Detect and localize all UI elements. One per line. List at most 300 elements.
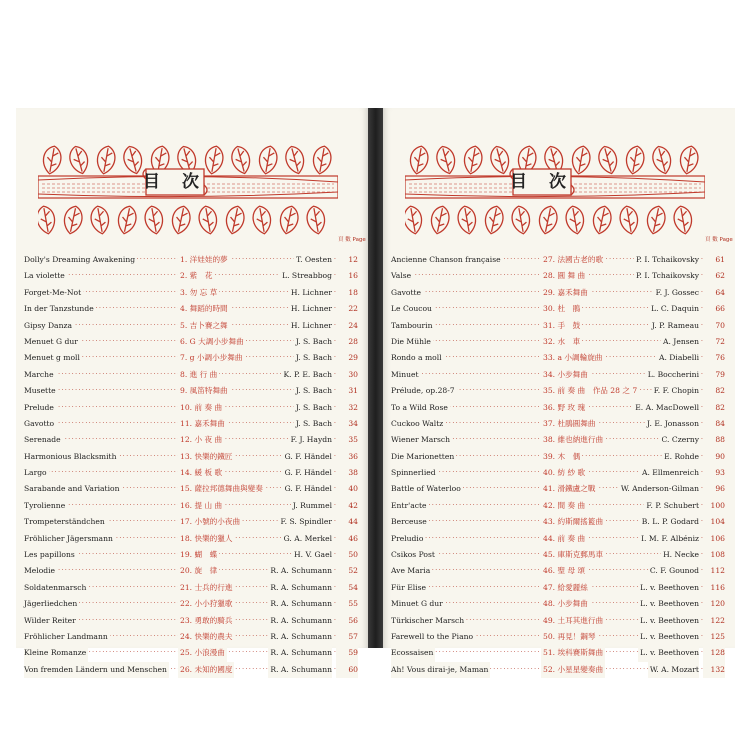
entry-page-number: 29 — [336, 350, 358, 366]
toc-entry — [24, 498, 358, 514]
entry-composer: A. Jensen — [661, 334, 699, 350]
toc-entry — [24, 383, 358, 399]
entry-composer: H. Necke — [661, 547, 699, 563]
entry-chinese-title: 31. 手 鼓 — [541, 318, 582, 334]
toc-entry — [24, 662, 358, 678]
entry-composer: L. Boccherini — [646, 367, 699, 383]
toc-entry — [391, 383, 725, 399]
leaf-icon — [510, 205, 532, 236]
left-page — [16, 108, 368, 674]
entry-page-number: 60 — [336, 662, 358, 678]
entry-english-title: Ave Maria — [391, 563, 432, 579]
leaf-icon — [89, 205, 111, 236]
entry-composer: A. Diabelli — [657, 350, 699, 366]
entry-page-number: 12 — [336, 252, 358, 268]
entry-chinese-title: 2. 紫 花 — [178, 268, 214, 284]
entry-chinese-title: 49. 土耳其進行曲 — [541, 613, 605, 629]
entry-composer: H. Lichner — [289, 285, 332, 301]
entry-page-number: 112 — [703, 563, 725, 579]
leaf-icon — [278, 205, 301, 236]
toc-title: 目 次 — [510, 172, 574, 192]
entry-composer: J. S. Bach — [294, 416, 332, 432]
entry-composer: L. v. Beethoven — [638, 645, 699, 661]
entry-chinese-title: 35. 前 奏 曲 作品 28 之 7 — [541, 383, 639, 399]
entry-page-number: 108 — [703, 547, 725, 563]
entry-page-number: 22 — [336, 301, 358, 317]
entry-page-number: 52 — [336, 563, 358, 579]
entry-page-number: 76 — [703, 350, 725, 366]
entry-chinese-title: 25. 小浪漫曲 — [178, 645, 227, 661]
entry-page-number: 66 — [703, 301, 725, 317]
entry-chinese-title: 36. 野 玫 瑰 — [541, 400, 587, 416]
entry-page-number: 55 — [336, 596, 358, 612]
entry-composer: E. Rohde — [662, 449, 699, 465]
entry-chinese-title: 48. 小步舞曲 — [541, 596, 590, 612]
toc-entry — [391, 465, 725, 481]
leaf-icon — [429, 205, 452, 236]
entry-english-title: La violette — [24, 268, 67, 284]
toc-list — [391, 252, 725, 678]
entry-composer: F. F. Chopin — [652, 383, 699, 399]
leaf-icon — [283, 144, 307, 176]
entry-chinese-title: 15. 薩拉邦德舞曲與變奏 — [178, 481, 265, 497]
entry-chinese-title: 44. 前 奏 曲 — [541, 531, 587, 547]
entry-page-number: 64 — [703, 285, 725, 301]
entry-composer: R. A. Schumann — [268, 580, 332, 596]
toc-entry — [391, 350, 725, 366]
toc-entry — [391, 547, 725, 563]
entry-chinese-title: 27. 法國古老的歌 — [541, 252, 605, 268]
entry-page-number: 106 — [703, 531, 725, 547]
entry-page-number: 82 — [703, 400, 725, 416]
toc-entry — [24, 563, 358, 579]
leaf-icon — [67, 144, 91, 176]
toc-entry — [24, 350, 358, 366]
entry-chinese-title: 38. 維也納進行曲 — [541, 432, 605, 448]
toc-entry — [391, 531, 725, 547]
entry-composer: P. I. Tchaikovsky — [634, 252, 699, 268]
entry-composer: H. Lichner — [289, 301, 332, 317]
entry-chinese-title: 50. 再見！鋼琴 — [541, 629, 597, 645]
leaf-icon — [62, 205, 85, 236]
leaf-icon — [170, 205, 193, 236]
entry-composer: W. Anderson-Gilman — [619, 481, 699, 497]
entry-english-title: Ah! Vous dirai-je, Maman — [391, 662, 490, 678]
entry-page-number: 44 — [336, 514, 358, 530]
entry-page-number: 128 — [703, 645, 725, 661]
toc-entry — [24, 613, 358, 629]
toc-entry — [24, 268, 358, 284]
entry-page-number: 24 — [336, 318, 358, 334]
entry-composer: K. P. E. Bach — [281, 367, 332, 383]
toc-entry — [391, 613, 725, 629]
entry-chinese-title: 47. 給愛麗絲 — [541, 580, 590, 596]
entry-english-title: Für Elise — [391, 580, 428, 596]
entry-composer: L. Streabbog — [280, 268, 332, 284]
entry-english-title: Soldatenmarsch — [24, 580, 88, 596]
toc-entry — [24, 531, 358, 547]
leaf-icon — [645, 205, 668, 236]
page-column-header — [338, 237, 366, 244]
page-header-label: 頁 數 Page — [338, 237, 366, 243]
entry-chinese-title: 9. 風笛特舞曲 — [178, 383, 230, 399]
toc-entry — [391, 252, 725, 268]
entry-chinese-title: 42. 間 奏 曲 — [541, 498, 587, 514]
entry-chinese-title: 23. 勇敢的騎兵 — [178, 613, 234, 629]
entry-english-title: Gavotte — [391, 285, 423, 301]
toc-entry — [24, 645, 358, 661]
leaf-icon — [143, 205, 165, 236]
entry-chinese-title: 39. 木 偶 — [541, 449, 582, 465]
entry-english-title: Le Coucou — [391, 301, 434, 317]
leaf-icon — [672, 205, 694, 236]
book-gutter — [368, 108, 383, 648]
entry-english-title: Türkischer Marsch — [391, 613, 466, 629]
entry-english-title: Harmonious Blacksmith — [24, 449, 119, 465]
entry-english-title: Battle of Waterloo — [391, 481, 463, 497]
entry-chinese-title: 13. 快樂的鐵匠 — [178, 449, 234, 465]
entry-english-title: Sarabande and Variation — [24, 481, 121, 497]
leaf-icon — [251, 205, 273, 236]
entry-composer: L. v. Beethoven — [638, 613, 699, 629]
leaf-icon — [229, 144, 253, 176]
leaf-icon — [405, 205, 424, 236]
toc-entry — [391, 334, 725, 350]
entry-page-number: 38 — [336, 465, 358, 481]
toc-entry — [391, 481, 725, 497]
toc-list — [24, 252, 358, 678]
entry-chinese-title: 43. 約斯爾搖籃曲 — [541, 514, 605, 530]
entry-english-title: Trompeterständchen — [24, 514, 107, 530]
entry-english-title: Serenade — [24, 432, 63, 448]
leaf-icon — [408, 145, 430, 176]
entry-page-number: 36 — [336, 449, 358, 465]
entry-english-title: Preludio — [391, 531, 425, 547]
entry-page-number: 32 — [336, 400, 358, 416]
leaf-icon — [624, 145, 646, 176]
entry-page-number: 122 — [703, 613, 725, 629]
entry-composer: L. v. Beethoven — [638, 629, 699, 645]
leaf-icon — [456, 205, 478, 236]
toc-entry — [391, 400, 725, 416]
entry-composer: A. Ellmenreich — [640, 465, 699, 481]
entry-composer: H. V. Gael — [292, 547, 332, 563]
entry-english-title: Melodie — [24, 563, 57, 579]
entry-chinese-title: 41. 滑鐵盧之戰 — [541, 481, 597, 497]
entry-composer: G. A. Merkel — [282, 531, 332, 547]
entry-chinese-title: 19. 蝴 蝶 — [178, 547, 219, 563]
leaf-icon — [564, 205, 586, 236]
entry-composer: R. A. Schumann — [268, 596, 332, 612]
entry-english-title: Entr'acte — [391, 498, 429, 514]
toc-entry — [391, 498, 725, 514]
entry-composer: F. J. Haydn — [289, 432, 332, 448]
entry-english-title: Prélude, op.28-7 — [391, 383, 457, 399]
entry-composer: R. A. Schumann — [268, 629, 332, 645]
leaf-icon — [224, 205, 247, 236]
entry-chinese-title: 40. 紡 紗 歌 — [541, 465, 587, 481]
toc-entry — [391, 563, 725, 579]
entry-page-number: 88 — [703, 432, 725, 448]
toc-title-scroll — [140, 166, 210, 198]
entry-composer: E. A. MacDowell — [633, 400, 699, 416]
entry-english-title: Fröhlicher Landmann — [24, 629, 110, 645]
leaf-icon — [116, 205, 139, 236]
entry-english-title: Prelude — [24, 400, 56, 416]
toc-entry — [391, 645, 725, 661]
entry-page-number: 30 — [336, 367, 358, 383]
entry-english-title: Les papillons — [24, 547, 77, 563]
entry-english-title: Jägerliedchen — [24, 596, 79, 612]
entry-chinese-title: 30. 杜 鵑 — [541, 301, 582, 317]
toc-entry — [391, 318, 725, 334]
entry-composer: R. A. Schumann — [268, 645, 332, 661]
entry-composer: J. P. Rameau — [650, 318, 699, 334]
entry-english-title: Wilder Reiter — [24, 613, 78, 629]
entry-english-title: Marche — [24, 367, 56, 383]
leaf-icon — [41, 145, 63, 176]
entry-english-title: Minuet — [391, 367, 421, 383]
entry-composer: F. J. Gossec — [654, 285, 699, 301]
entry-chinese-title: 5. 吉卜賽之舞 — [178, 318, 230, 334]
toc-entry — [391, 662, 725, 678]
entry-page-number: 79 — [703, 367, 725, 383]
toc-entry — [24, 449, 358, 465]
entry-chinese-title: 28. 圓 舞 曲 — [541, 268, 587, 284]
entry-composer: L. v. Beethoven — [638, 596, 699, 612]
entry-english-title: Spinnerlied — [391, 465, 438, 481]
entry-chinese-title: 7. g 小調小步舞曲 — [178, 350, 245, 366]
toc-entry — [391, 432, 725, 448]
entry-composer: J. Rummel — [291, 498, 332, 514]
entry-composer: P. I. Tchaikovsky — [634, 268, 699, 284]
entry-page-number: 34 — [336, 416, 358, 432]
toc-entry — [391, 285, 725, 301]
leaf-icon — [591, 205, 614, 236]
toc-entry — [24, 547, 358, 563]
entry-composer: W. A. Mozart — [648, 662, 699, 678]
entry-english-title: Valse — [391, 268, 413, 284]
entry-chinese-title: 16. 提 山 曲 — [178, 498, 224, 514]
entry-page-number: 82 — [703, 383, 725, 399]
toc-entry — [391, 580, 725, 596]
entry-page-number: 42 — [336, 498, 358, 514]
entry-page-number: 18 — [336, 285, 358, 301]
entry-composer: G. F. Händel — [283, 449, 332, 465]
entry-composer: I. M. F. Albéniz — [639, 531, 699, 547]
entry-page-number: 61 — [703, 252, 725, 268]
entry-chinese-title: 14. 緩 板 歌 — [178, 465, 224, 481]
entry-chinese-title: 26. 未知的國度 — [178, 662, 234, 678]
entry-english-title: Kleine Romanze — [24, 645, 88, 661]
page-column-header — [705, 237, 733, 244]
entry-page-number: 62 — [703, 268, 725, 284]
entry-page-number: 93 — [703, 465, 725, 481]
entry-english-title: Musette — [24, 383, 58, 399]
entry-page-number: 59 — [336, 645, 358, 661]
toc-entry — [391, 367, 725, 383]
entry-composer: G. F. Händel — [283, 481, 332, 497]
toc-entry — [24, 432, 358, 448]
entry-composer: B. L. P. Godard — [640, 514, 699, 530]
entry-chinese-title: 18. 快樂的獵人 — [178, 531, 234, 547]
entry-chinese-title: 22. 小小狩獵歌 — [178, 596, 234, 612]
toc-entry — [391, 268, 725, 284]
leaf-icon — [311, 145, 333, 176]
leaf-icon — [537, 205, 560, 236]
entry-page-number: 120 — [703, 596, 725, 612]
entry-english-title: To a Wild Rose — [391, 400, 450, 416]
entry-composer: G. F. Händel — [283, 465, 332, 481]
entry-english-title: Von fremden Ländern und Menschen — [24, 662, 169, 678]
entry-english-title: Gavotto — [24, 416, 56, 432]
toc-entry — [24, 400, 358, 416]
entry-composer: J. S. Bach — [294, 400, 332, 416]
entry-composer: R. A. Schumann — [268, 613, 332, 629]
toc-entry — [24, 596, 358, 612]
entry-page-number: 90 — [703, 449, 725, 465]
entry-composer: J. S. Bach — [294, 383, 332, 399]
entry-english-title: Minuet G dur — [391, 596, 445, 612]
entry-composer: J. S. Bach — [294, 350, 332, 366]
entry-english-title: Rondo a moll — [391, 350, 444, 366]
entry-chinese-title: 51. 埃科賽斯舞曲 — [541, 645, 605, 661]
entry-chinese-title: 33. a 小調輪旋曲 — [541, 350, 604, 366]
entry-page-number: 54 — [336, 580, 358, 596]
entry-page-number: 100 — [703, 498, 725, 514]
entry-english-title: Farewell to the Piano — [391, 629, 475, 645]
toc-entry — [391, 629, 725, 645]
leaf-icon — [618, 205, 640, 236]
entry-page-number: 57 — [336, 629, 358, 645]
toc-entry — [24, 367, 358, 383]
entry-english-title: Die Mühle — [391, 334, 433, 350]
entry-page-number: 56 — [336, 613, 358, 629]
entry-chinese-title: 1. 洋娃娃的夢 — [178, 252, 230, 268]
entry-page-number: 35 — [336, 432, 358, 448]
leaf-icon — [257, 145, 279, 176]
toc-entry — [24, 252, 358, 268]
entry-english-title: Die Marionetten — [391, 449, 456, 465]
toc-entry — [24, 580, 358, 596]
entry-composer: C. F. Gounod — [648, 563, 699, 579]
entry-chinese-title: 34. 小步舞曲 — [541, 367, 590, 383]
entry-english-title: Fröhlicher Jägersmann — [24, 531, 115, 547]
toc-entry — [24, 514, 358, 530]
entry-chinese-title: 29. 嘉禾舞曲 — [541, 285, 590, 301]
entry-english-title: Tambourin — [391, 318, 434, 334]
entry-english-title: In der Tanzstunde — [24, 301, 96, 317]
leaf-icon — [434, 144, 458, 176]
entry-english-title: Cuckoo Waltz — [391, 416, 445, 432]
entry-chinese-title: 4. 舞蹈的時間 — [178, 301, 230, 317]
toc-entry — [391, 416, 725, 432]
entry-chinese-title: 52. 小星星變奏曲 — [541, 662, 605, 678]
toc-entry — [24, 334, 358, 350]
entry-chinese-title: 12. 小 夜 曲 — [178, 432, 224, 448]
entry-composer: F. S. Spindler — [279, 514, 332, 530]
leaf-icon — [38, 205, 57, 236]
entry-composer: L. C. Daquin — [649, 301, 699, 317]
entry-english-title: Forget-Me-Not — [24, 285, 83, 301]
entry-chinese-title: 32. 水 車 — [541, 334, 582, 350]
entry-chinese-title: 6. G 大調小步舞曲 — [178, 334, 246, 350]
leaf-icon — [95, 145, 117, 176]
entry-chinese-title: 45. 庫斯克郵馬車 — [541, 547, 605, 563]
entry-chinese-title: 37. 杜鵑圓舞曲 — [541, 416, 597, 432]
entry-english-title: Menuet G dur — [24, 334, 80, 350]
leaf-icon — [596, 144, 620, 176]
page-header-label: 頁 數 Page — [705, 237, 733, 243]
entry-chinese-title: 10. 前 奏 曲 — [178, 400, 224, 416]
entry-english-title: Ecossaisen — [391, 645, 435, 661]
entry-composer: L. v. Beethoven — [638, 580, 699, 596]
entry-english-title: Berceuse — [391, 514, 429, 530]
entry-composer: J. E. Jonasson — [645, 416, 699, 432]
entry-page-number: 116 — [703, 580, 725, 596]
entry-chinese-title: 8. 進 行 曲 — [178, 367, 219, 383]
entry-page-number: 28 — [336, 334, 358, 350]
leaf-icon — [462, 145, 484, 176]
entry-page-number: 72 — [703, 334, 725, 350]
entry-chinese-title: 46. 聖 母 頌 — [541, 563, 587, 579]
entry-chinese-title: 11. 嘉禾舞曲 — [178, 416, 227, 432]
leaf-icon — [305, 205, 327, 236]
toc-title: 目 次 — [143, 172, 207, 192]
entry-english-title: Wiener Marsch — [391, 432, 452, 448]
entry-english-title: Largo — [24, 465, 49, 481]
leaf-icon — [483, 205, 506, 236]
entry-page-number: 125 — [703, 629, 725, 645]
leaf-icon — [197, 205, 219, 236]
toc-entry — [24, 416, 358, 432]
toc-entry — [391, 449, 725, 465]
entry-english-title: Ancienne Chanson française — [391, 252, 503, 268]
toc-title-scroll — [507, 166, 577, 198]
entry-english-title: Csikos Post — [391, 547, 437, 563]
entry-page-number: 96 — [703, 481, 725, 497]
entry-composer: F. P. Schubert — [644, 498, 699, 514]
entry-composer: R. A. Schumann — [268, 563, 332, 579]
right-page — [383, 108, 735, 674]
toc-entry — [24, 465, 358, 481]
entry-composer: J. S. Bach — [294, 334, 332, 350]
entry-page-number: 84 — [703, 416, 725, 432]
entry-english-title: Tyrolienne — [24, 498, 67, 514]
toc-entry — [391, 514, 725, 530]
entry-page-number: 132 — [703, 662, 725, 678]
entry-chinese-title: 21. 士兵的行進 — [178, 580, 234, 596]
entry-english-title: Dolly's Dreaming Awakening — [24, 252, 137, 268]
entry-english-title: Gipsy Danza — [24, 318, 74, 334]
entry-page-number: 31 — [336, 383, 358, 399]
toc-entry — [24, 629, 358, 645]
entry-page-number: 40 — [336, 481, 358, 497]
entry-chinese-title: 20. 旋 律 — [178, 563, 219, 579]
toc-entry — [391, 301, 725, 317]
toc-entry — [24, 285, 358, 301]
entry-page-number: 46 — [336, 531, 358, 547]
entry-composer: R. A. Schumann — [268, 662, 332, 678]
entry-chinese-title: 17. 小號的小夜曲 — [178, 514, 242, 530]
entry-chinese-title: 3. 勿 忘 草 — [178, 285, 219, 301]
entry-composer: T. Oesten — [294, 252, 332, 268]
leaf-icon — [678, 145, 700, 176]
entry-page-number: 16 — [336, 268, 358, 284]
toc-entry — [391, 596, 725, 612]
entry-page-number: 50 — [336, 547, 358, 563]
toc-entry — [24, 301, 358, 317]
